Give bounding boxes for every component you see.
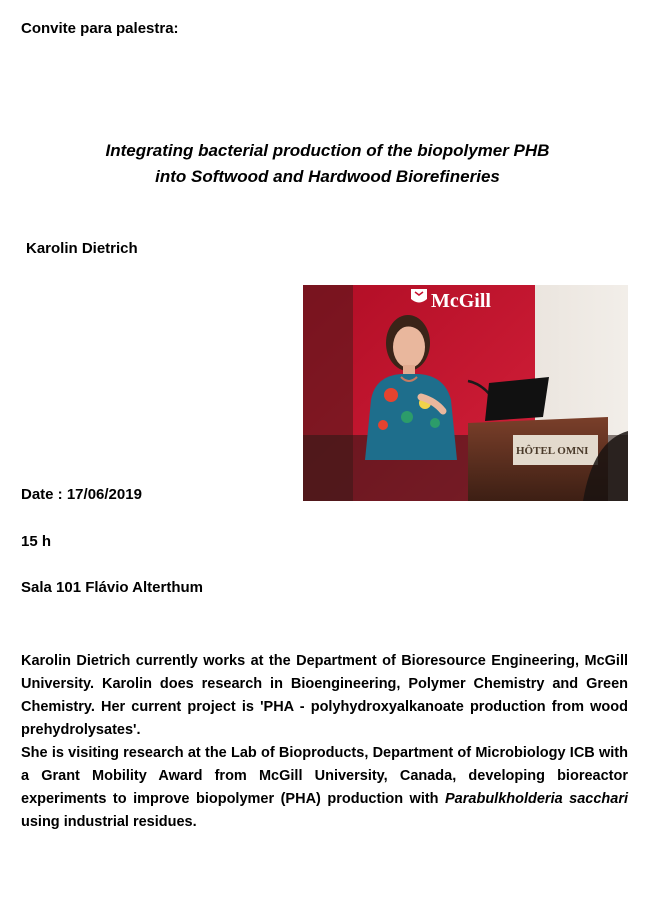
lecture-title-line-2: into Softwood and Hardwood Biorefineries xyxy=(155,167,500,186)
laptop-icon xyxy=(485,377,549,421)
bio-paragraph-2-end: using industrial residues. xyxy=(21,814,197,830)
lecture-title-line-1: Integrating bacterial production of the biopolymer PHB xyxy=(105,141,550,160)
invitation-heading: Convite para palestra: xyxy=(21,20,179,37)
banner-text: McGill xyxy=(431,290,491,312)
event-date: Date : 17/06/2019 xyxy=(21,486,142,503)
bio-paragraph-2 xyxy=(21,742,628,834)
speaker-bio xyxy=(21,650,628,834)
event-time: 15 h xyxy=(21,533,52,550)
mcgill-shield-icon xyxy=(411,289,427,303)
podium-text: HÔTEL OMNI xyxy=(516,445,589,457)
bio-paragraph-2-text: She is visiting research at the Lab of Bioproducts, Department of Microbiology ICB with a Grant Mobility Award from McGill University, Canada, developing bioreactor experiments to improve biopolymer (PHA) production with xyxy=(21,745,628,807)
speaker-photo xyxy=(303,285,628,501)
speaker-name: Karolin Dietrich xyxy=(26,240,138,257)
event-room: Sala 101 Flávio Alterthum xyxy=(21,579,204,596)
bio-paragraph-1: Karolin Dietrich currently works at the Department of Bioresource Engineering, McGill University. Karolin does research in Bioengineering, Polymer Chemistry and Green Chemistry. Her current project is 'PHA - polyhydroxyalkanoate production from wood prehydrolysates'. xyxy=(21,653,628,738)
lecture-title xyxy=(0,138,655,190)
bio-species-name: Parabulkholderia sacchari xyxy=(445,791,628,807)
